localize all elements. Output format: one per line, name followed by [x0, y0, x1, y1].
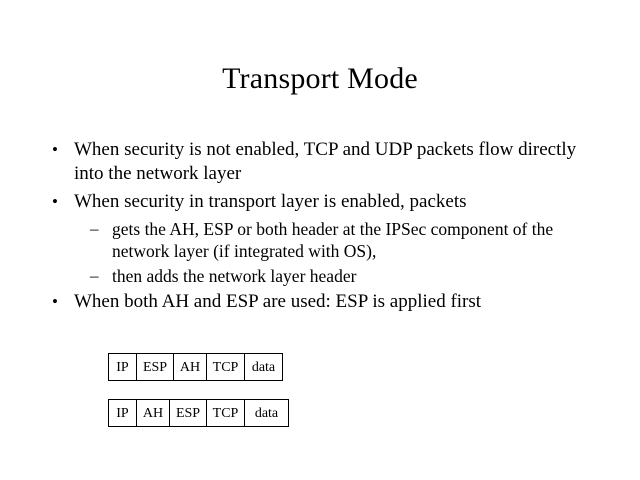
packet-layout-esp-ah [108, 353, 289, 381]
packet-field: data [245, 353, 283, 381]
list-item [44, 138, 604, 186]
list-item-text: When security is not enabled, TCP and UDP packets flow directly into the network layer [74, 139, 577, 184]
packet-layout-ah-esp [108, 399, 289, 427]
bullet-marker: • [52, 292, 58, 311]
packet-field: AH [137, 399, 170, 427]
packet-field: IP [109, 353, 137, 381]
list-item [44, 290, 604, 314]
packet-field: ESP [137, 353, 174, 381]
packet-field: AH [174, 353, 207, 381]
packet-field: IP [109, 399, 137, 427]
slide-body [44, 138, 604, 318]
list-item-text: then adds the network layer header [112, 266, 357, 286]
packet-field: data [245, 399, 289, 427]
list-item-text: gets the AH, ESP or both header at the IPSec component of the network layer (if integrated with OS), [112, 219, 554, 261]
page-title: Transport Mode [222, 62, 418, 95]
list-item [44, 190, 604, 214]
bullet-marker: • [52, 140, 58, 159]
list-item-text: When both AH and ESP are used: ESP is applied first [74, 291, 482, 312]
dash-marker: – [90, 219, 99, 238]
list-item [44, 265, 604, 287]
packet-field: ESP [170, 399, 207, 427]
packet-field: TCP [207, 353, 245, 381]
dash-marker: – [90, 266, 99, 285]
packet-diagrams [108, 353, 289, 445]
bullet-marker: • [52, 192, 58, 211]
list-item-text: When security in transport layer is enabled, packets [74, 191, 467, 212]
list-item [44, 218, 604, 262]
packet-field: TCP [207, 399, 245, 427]
